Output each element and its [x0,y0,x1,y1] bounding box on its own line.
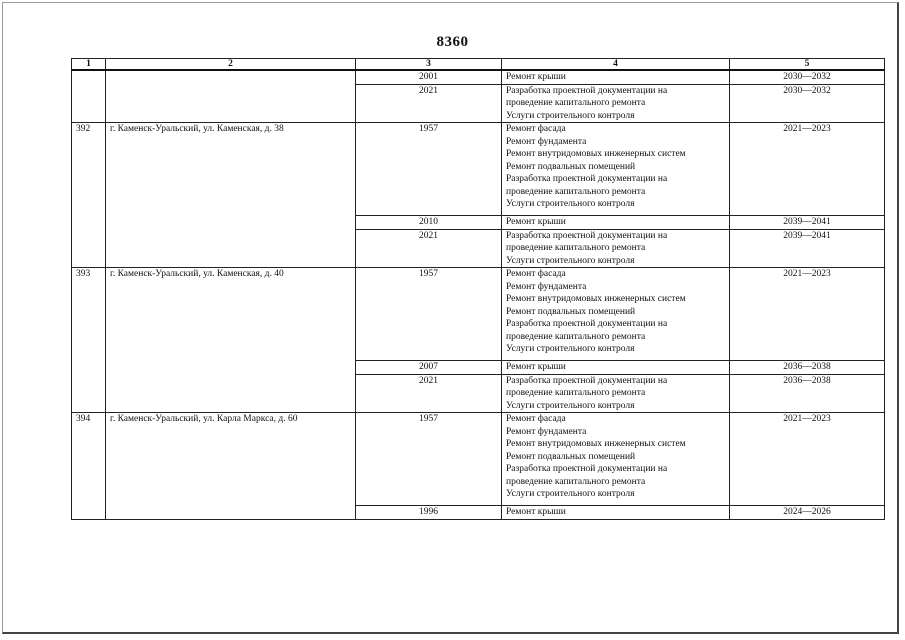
row-number-cell: 393 [72,268,106,413]
work-item: Услуги строительного контроля [506,110,635,121]
address-cell [106,70,356,123]
works-cell [502,123,730,216]
work-item: Услуги строительного контроля [506,400,635,411]
works-cell [502,229,730,268]
row-number-cell [72,70,106,123]
year-cell: 1957 [356,268,502,361]
works-cell [502,216,730,230]
work-item: проведение капитального ремонта [506,476,646,487]
year-cell: 2021 [356,229,502,268]
work-item: проведение капитального ремонта [506,243,646,253]
work-item: Ремонт фундамента [506,281,587,292]
work-item: проведение капитального ремонта [506,388,646,398]
column-header: 4 [502,59,730,71]
year-cell: 1957 [356,413,502,506]
works-cell [502,361,730,375]
row-number-cell: 392 [72,123,106,268]
column-header: 2 [106,59,356,71]
work-item: Ремонт крыши [506,217,566,227]
works-cell [502,70,730,84]
year-cell: 2021 [356,84,502,123]
works-cell [502,84,730,123]
work-item: Ремонт фундамента [506,136,587,147]
works-cell [502,413,730,506]
work-item: Ремонт крыши [506,72,566,82]
work-item: Разработка проектной документации на [506,174,668,184]
address-cell: г. Каменск-Уральский, ул. Каменская, д. 38 [106,123,356,268]
work-item: проведение капитального ремонта [506,186,646,197]
work-item: Ремонт внутридомовых инженерных систем [506,149,686,159]
work-item: Разработка проектной документации на [506,85,668,96]
capital-repair-table [71,58,885,520]
period-cell: 2036—2038 [730,361,885,375]
year-cell: 2007 [356,361,502,375]
work-item: Ремонт фундамента [506,426,587,437]
work-item: Ремонт подвальных помещений [506,161,636,172]
work-item: Разработка проектной документации на [506,230,668,241]
work-item: Ремонт внутридомовых инженерных систем [506,294,686,304]
work-item: Ремонт подвальных помещений [506,306,636,317]
column-header: 1 [72,59,106,71]
year-cell: 2001 [356,70,502,84]
works-cell [502,268,730,361]
period-cell: 2039—2041 [730,229,885,268]
work-item: Услуги строительного контроля [506,199,635,209]
period-cell: 2021—2023 [730,123,885,216]
year-cell: 2010 [356,216,502,230]
work-item: Разработка проектной документации на [506,319,668,329]
work-item: Ремонт крыши [506,362,566,372]
address-cell: г. Каменск-Уральский, ул. Каменская, д. 40 [106,268,356,413]
period-cell: 2036—2038 [730,374,885,413]
work-item: Разработка проектной документации на [506,464,668,474]
period-cell: 2030—2032 [730,70,885,84]
table-row [72,123,885,216]
period-cell: 2021—2023 [730,268,885,361]
work-item: проведение капитального ремонта [506,98,646,108]
page-number: 8360 [436,34,469,50]
work-item: Ремонт фасада [506,124,566,134]
work-item: Услуги строительного контроля [506,489,635,499]
column-header: 3 [356,59,502,71]
year-cell: 2021 [356,374,502,413]
work-item: Ремонт фасада [506,414,566,424]
period-cell: 2024—2026 [730,506,885,520]
table-row [72,70,885,84]
period-cell: 2021—2023 [730,413,885,506]
work-item: Ремонт крыши [506,507,566,517]
works-cell [502,506,730,520]
column-header: 5 [730,59,885,71]
work-item: Ремонт внутридомовых инженерных систем [506,439,686,449]
table-row [72,268,885,361]
work-item: проведение капитального ремонта [506,331,646,342]
address-cell: г. Каменск-Уральский, ул. Карла Маркса, д. 60 [106,413,356,520]
table-row [72,413,885,506]
table-header-row [72,59,885,71]
work-item: Разработка проектной документации на [506,375,668,386]
work-item: Ремонт фасада [506,269,566,279]
work-item: Услуги строительного контроля [506,344,635,354]
work-item: Услуги строительного контроля [506,255,635,266]
row-number-cell: 394 [72,413,106,520]
work-item: Ремонт подвальных помещений [506,451,636,462]
period-cell: 2030—2032 [730,84,885,123]
period-cell: 2039—2041 [730,216,885,230]
year-cell: 1996 [356,506,502,520]
works-cell [502,374,730,413]
year-cell: 1957 [356,123,502,216]
